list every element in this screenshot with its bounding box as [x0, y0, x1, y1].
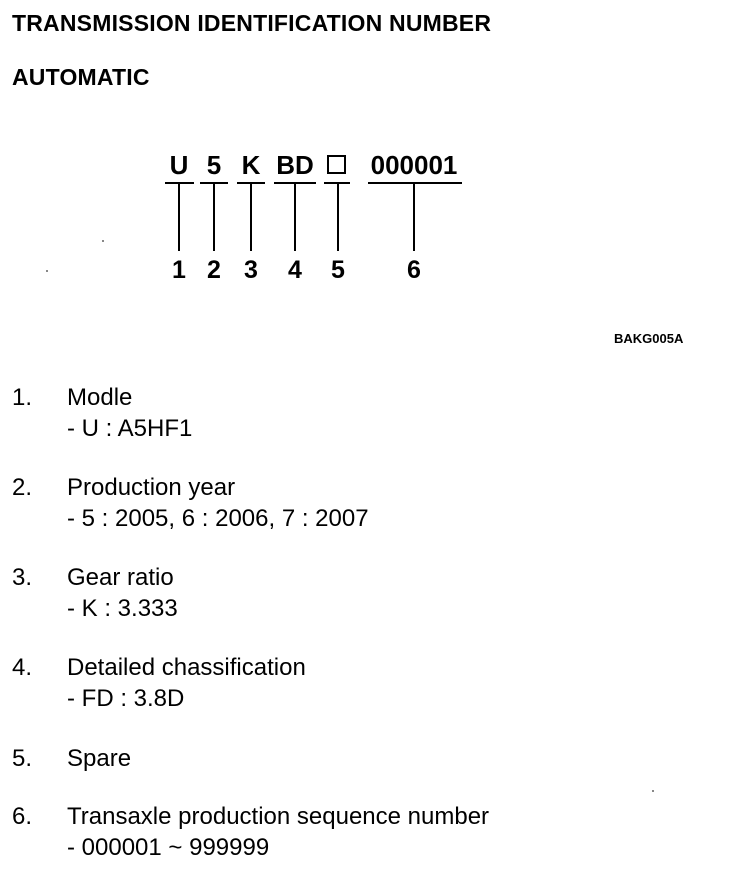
leader-line-2 — [213, 183, 215, 251]
item-number: 4. — [12, 654, 33, 681]
item-description: - K : 3.333 — [67, 595, 178, 622]
item-label: Spare — [67, 745, 132, 772]
item-description: - FD : 3.8D — [67, 685, 185, 712]
page-title: TRANSMISSION IDENTIFICATION NUMBER — [12, 10, 492, 36]
code-char-5-box-icon — [327, 155, 346, 174]
position-number-1: 1 — [172, 256, 186, 284]
item-description: - U : A5HF1 — [67, 415, 193, 442]
code-char-2: 5 — [206, 150, 222, 180]
figure-code: BAKG005A — [614, 331, 684, 346]
underline-6 — [368, 182, 462, 184]
leader-line-5 — [337, 183, 339, 251]
item-number: 5. — [12, 745, 33, 772]
code-char-1: U — [169, 150, 189, 180]
item-label: Transaxle production sequence number — [67, 803, 490, 830]
item-number: 2. — [12, 474, 33, 501]
item-number: 3. — [12, 564, 33, 591]
code-char-6: 000001 — [370, 150, 458, 180]
item-label: Gear ratio — [67, 564, 174, 591]
item-description: - 000001 ~ 999999 — [67, 834, 270, 861]
item-description: - 5 : 2005, 6 : 2006, 7 : 2007 — [67, 505, 369, 532]
leader-line-4 — [294, 183, 296, 251]
position-number-5: 5 — [331, 256, 345, 284]
position-number-6: 6 — [407, 256, 421, 284]
section-subtitle: AUTOMATIC — [12, 64, 150, 90]
leader-line-1 — [178, 183, 180, 251]
position-number-4: 4 — [288, 256, 302, 284]
scan-speck — [102, 240, 104, 242]
scan-speck — [652, 790, 654, 792]
position-number-3: 3 — [244, 256, 258, 284]
item-label: Detailed chassification — [67, 654, 306, 681]
code-char-3: K — [241, 150, 261, 180]
position-number-2: 2 — [207, 256, 221, 284]
code-char-4: BD — [276, 150, 314, 180]
item-number: 1. — [12, 384, 33, 411]
leader-line-3 — [250, 183, 252, 251]
item-label: Production year — [67, 474, 236, 501]
leader-line-6 — [413, 183, 415, 251]
scan-speck — [46, 270, 48, 272]
item-number: 6. — [12, 803, 33, 830]
item-label: Modle — [67, 384, 133, 411]
